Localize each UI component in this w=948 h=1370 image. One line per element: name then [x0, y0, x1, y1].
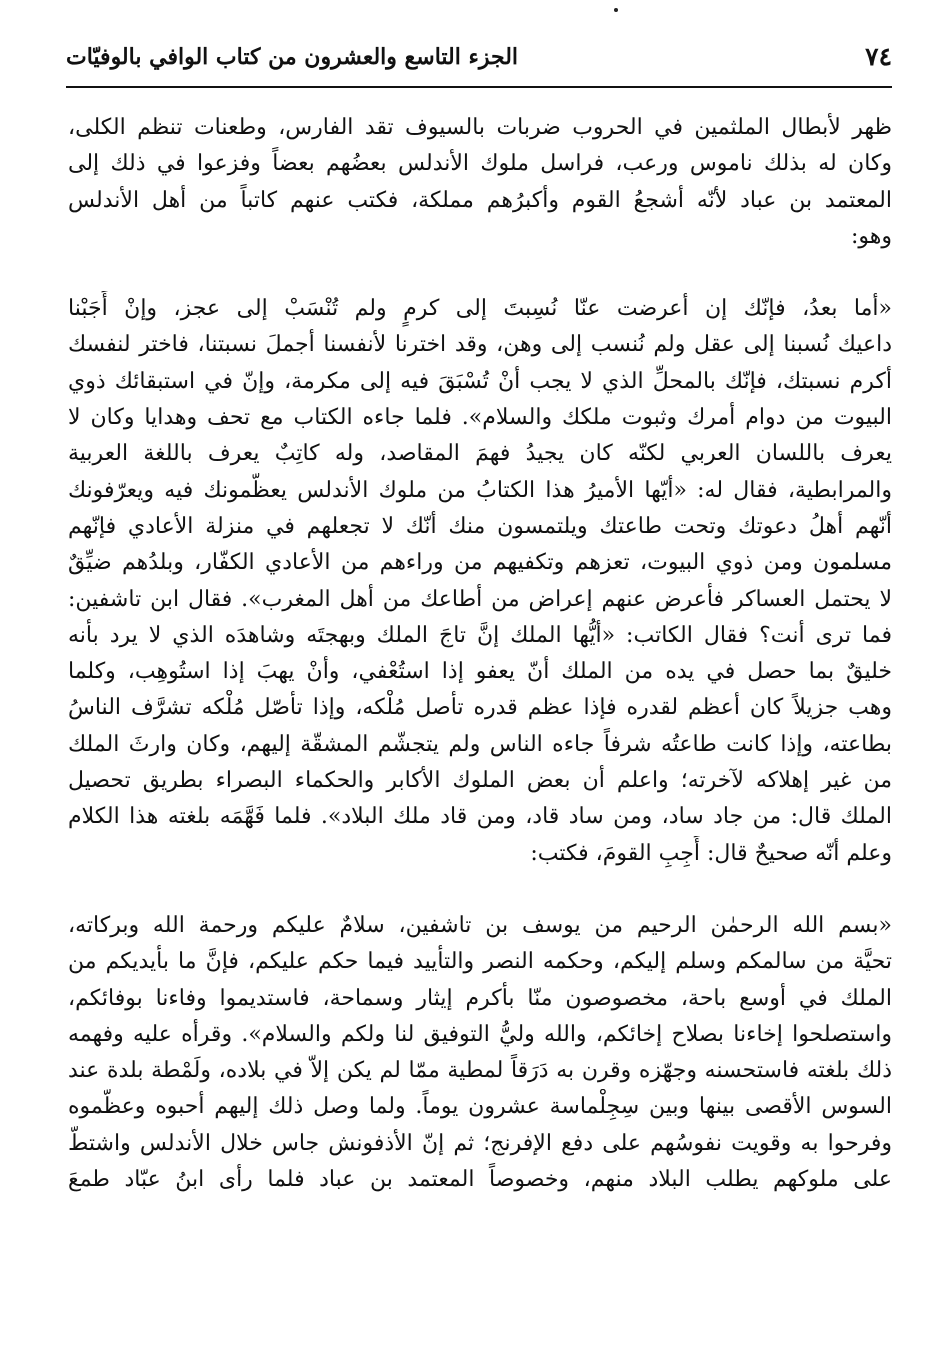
body-text: [68, 110, 892, 1198]
text-line: «بسم الله الرحمٰن الرحيم من يوسف بن تاشفين، سلامٌ عليكم ورحمة الله وبركاته،: [68, 912, 892, 938]
page-number: ٧٤: [865, 42, 892, 71]
text-line: أنّهم أهلُ دعوتك وتحت طاعتك ويلتمسون منك أنّك لا تجعلهم في منزلة الأعادي فإنّهم: [68, 513, 892, 539]
text-line: البيوت من دوام أمرك وثبوت ملكك والسلام». فلما جاءه الكتاب مع تحف وهدايا وكان لا: [68, 405, 892, 431]
text-line: خليقٌ بما حصل في يده من الملك أنّ يعفو إذا استُعْفي، وأنْ يهبَ إذا استُوهِب، وكلما: [68, 659, 892, 685]
text-line: فما ترى أنت؟ فقال الكاتب: «أيُّها الملك إنَّ تاجَ الملك وبهجتَه وشاهدَه الذي لا يرد بأنه: [68, 622, 892, 648]
speck-mark: [614, 8, 618, 12]
text-line: داعيك نُسبنا إلى عقل ولم نُنسب إلى وهن، وقد اخترنا لأنفسنا أجملَ نسبتنا، فاختر لنفسك: [68, 332, 892, 358]
text-line: على ملوكهم يطلب البلاد منهم، وخصوصاً المعتمد بن عباد فلما رأى ابنُ عبّاد طمعَ: [68, 1167, 892, 1193]
text-line: والمرابطية، فقال له: «أيّها الأميرُ هذا الكتابُ من ملوك الأندلس يعظّمونك فيه ويعرّفونك: [68, 477, 892, 503]
text-line: واستصلحوا إخاءنا بصلاح إخائكم، والله وليُّ التوفيق لنا ولكم والسلام». وقرأه عليه وفهمه: [68, 1021, 892, 1047]
text-line: أكرم نسبتك، فإنّك بالمحلِّ الذي لا يجب أنْ تُسْبَقَ فيه إلى مكرمة، وإنّ في استبقائك ذوي: [68, 368, 892, 394]
text-line: وعلم أنّه صحيحٌ قال: أَجِبِ القومَ، فكتب:: [530, 840, 892, 866]
text-line: وكان له بذلك ناموس ورعب، فراسل ملوك الأندلس بعضُهم بعضاً وفزعوا في ذلك إلى: [68, 151, 892, 177]
text-line: تحيَّة من سالمكم وسلم إليكم، وحكمه النصر والتأييد فيما حكم عليكم، فإنَّ ما بأيديكم من: [68, 949, 892, 975]
text-line: الملك في أوسع باحة، مخصوصون منّا بأكرم إيثار وسماحة، فاستديموا وفاءنا بوفائكم،: [68, 985, 892, 1011]
text-line: لا يحتمل العساكر فأعرض عنهم إعراض من أطاعك من أهل المغرب». فقال ابن تاشفين:: [68, 586, 892, 612]
text-line: مسلمون ومن ذوي البيوت، تعزهم وتكفيهم من وراءهم من الأعادي الكفّار، وبلدُهم ضيِّقٌ: [68, 550, 892, 576]
header-rule: [66, 86, 892, 88]
text-line: «أما بعدُ، فإنّك إن أعرضت عنّا نُسِبتَ إلى كرمٍ ولم تُنْسَبْ إلى عجز، وإنْ أَجَبْنا: [68, 296, 892, 322]
running-title: الجزء التاسع والعشرون من كتاب الوافي بالوفيّات: [66, 44, 519, 70]
text-line: يعرف باللسان العربي لكنّه كان يجيدُ فهمَ المقاصد، وله كاتِبٌ يعرف باللغة العربية: [68, 441, 892, 467]
text-line: السوس الأقصى بينها وبين سِجِلْماسة عشرون يوماً. ولما وصل ذلك إليهم أحبوه وعظّموه: [68, 1094, 892, 1120]
text-line: بطاعته، وإذا كانت طاعتُه شرفاً جاءه الناس ولم يتجشّم المشقّة إليهم، وكان وارثَ الملك: [68, 731, 892, 757]
text-line: ذلك بلغته فاستحسنه وجهّزه وقرن به دَرَقاً لمطية ممّا لم يكن إلاّ في بلاده، ولَمْطة بلدة عند: [68, 1058, 892, 1084]
page-header: [66, 38, 892, 82]
text-line: من غير إهلاكه لآخرته؛ واعلم أن بعض الملوك الأكابر والحكماء البصراء بطريق تحصيل: [68, 768, 892, 794]
paragraph-1: [68, 110, 892, 255]
paragraph-2: [68, 291, 892, 872]
text-line: وفرحوا به وقويت نفوسُهم على دفع الإفرنج؛ ثم إنّ الأذفونش جاس خلال الأندلس واشتطّ: [68, 1130, 892, 1156]
text-line: وهب جزيلاً كان أعظم لقدره فإذا عظم قدره تأصل مُلْكه، وإذا تأصّل مُلْكه تشرَّف الناسُ: [68, 695, 892, 721]
text-line: وهو:: [850, 223, 892, 249]
text-line: ظهر لأبطال الملثمين في الحروب ضربات بالسيوف تقد الفارس، وطعنات تنظم الكلى،: [68, 115, 892, 140]
text-line: الملك قال: من جاد ساد، ومن ساد قاد، ومن قاد ملك البلاد». فلما فَهَّمَه بلغته هذا الكلام: [68, 804, 892, 830]
paragraph-3: [68, 908, 892, 1198]
text-line: المعتمد بن عباد لأنّه أشجعُ القوم وأكبرُهم مملكة، فكتب عنهم كاتباً من أهل الأندلس: [68, 187, 892, 213]
